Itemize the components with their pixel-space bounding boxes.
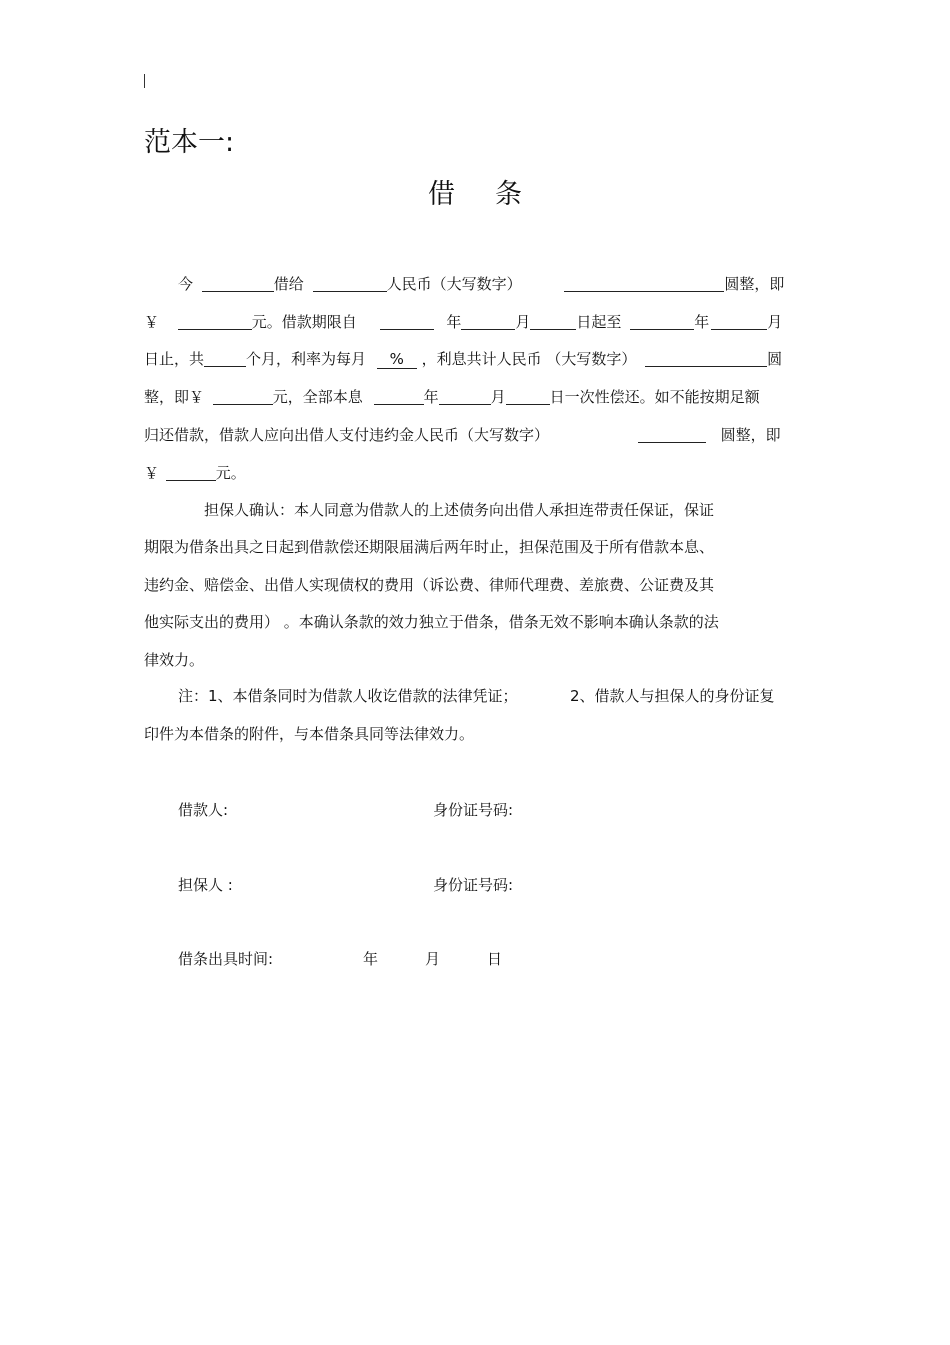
repay-month-blank[interactable] [439, 388, 491, 405]
text: 月 [515, 313, 531, 331]
issue-date-label: 借条出具时间: [178, 950, 274, 968]
loan-line-3 [144, 348, 782, 370]
text: 借给 [273, 275, 304, 293]
text: 个月，利率为每月 [246, 350, 367, 368]
borrower-label: 借款人: [178, 801, 229, 819]
text: ，利息共计人民币 （大写数字） [421, 350, 637, 368]
lender-blank[interactable] [202, 275, 274, 292]
text: 人民币（大写数字） [386, 275, 522, 293]
borrower-id-label: 身份证号码: [433, 801, 514, 819]
text: 年 [694, 313, 710, 331]
text: 元，全部本息 [272, 388, 363, 406]
start-year-blank[interactable] [380, 313, 434, 330]
interest-words-blank[interactable] [645, 350, 767, 367]
guarantee-line-3: 违约金、赔偿金、出借人实现债权的费用（诉讼费、律师代理费、差旅费、公证费及其 [144, 576, 715, 594]
text: 年 [446, 313, 462, 331]
note-line-1-b: 2、借款人与担保人的身份证复 [570, 687, 775, 705]
loan-line-6 [144, 462, 246, 484]
guarantor-label: 担保人 : [178, 876, 233, 894]
text: 圆 [767, 350, 783, 368]
loan-line-4 [144, 386, 760, 408]
text: 归还借款，借款人应向出借人支付违约金人民币（大写数字） [144, 426, 550, 444]
guarantee-line-2: 期限为借条出具之日起到借款偿还期限届满后两年时止，担保范围及于所有借款本息、 [144, 538, 715, 556]
issue-year-label: 年 [363, 950, 379, 968]
document-title: 借条 [428, 179, 562, 210]
end-year-blank[interactable] [630, 313, 694, 330]
penalty-number-blank[interactable] [166, 464, 216, 481]
text: 整，即￥ [144, 388, 205, 406]
amount-words-blank[interactable] [564, 275, 724, 292]
start-month-blank[interactable] [461, 313, 515, 330]
text: 元。 [215, 464, 246, 482]
template-heading: 范本一: [144, 127, 235, 158]
text: 圆整，即 [724, 275, 785, 293]
borrower-blank[interactable] [313, 275, 387, 292]
text: 日止，共 [144, 350, 205, 368]
issue-month-label: 月 [425, 950, 441, 968]
interest-number-blank[interactable] [213, 388, 273, 405]
guarantee-line-4: 他实际支出的费用） 。本确认条款的效力独立于借条，借条无效不影响本确认条款的法 [144, 613, 719, 631]
months-blank[interactable] [204, 350, 246, 367]
text: 元。借款期限自 [251, 313, 357, 331]
repay-day-blank[interactable] [506, 388, 550, 405]
text: 月 [490, 388, 506, 406]
text: 日一次性偿还。如不能按期足额 [549, 388, 760, 406]
text: 圆整，即 [720, 426, 781, 444]
note-line-1-a: 注：1、本借条同时为借款人收讫借款的法律凭证； [178, 687, 518, 705]
loan-line-5 [144, 424, 781, 446]
repay-year-blank[interactable] [374, 388, 424, 405]
cursor-mark [144, 74, 145, 88]
end-month-blank[interactable] [711, 313, 767, 330]
text: ￥ [144, 313, 160, 331]
interest-rate-blank[interactable]: % [377, 350, 417, 369]
loan-line-2 [144, 311, 782, 333]
text: 今 [178, 275, 194, 293]
text: 日起至 [576, 313, 622, 331]
loan-line-1 [144, 273, 784, 295]
amount-number-blank[interactable] [178, 313, 252, 330]
issue-day-label: 日 [487, 950, 503, 968]
note-line-2: 印件为本借条的附件，与本借条具同等法律效力。 [144, 725, 475, 743]
guarantee-line-1: 担保人确认：本人同意为借款人的上述债务向出借人承担连带责任保证，保证 [204, 501, 715, 519]
start-day-blank[interactable] [530, 313, 576, 330]
text: 年 [423, 388, 439, 406]
text: 月 [767, 313, 783, 331]
text: ￥ [144, 464, 160, 482]
penalty-words-blank[interactable] [638, 426, 706, 443]
guarantor-id-label: 身份证号码: [433, 876, 514, 894]
guarantee-line-5: 律效力。 [144, 651, 205, 669]
